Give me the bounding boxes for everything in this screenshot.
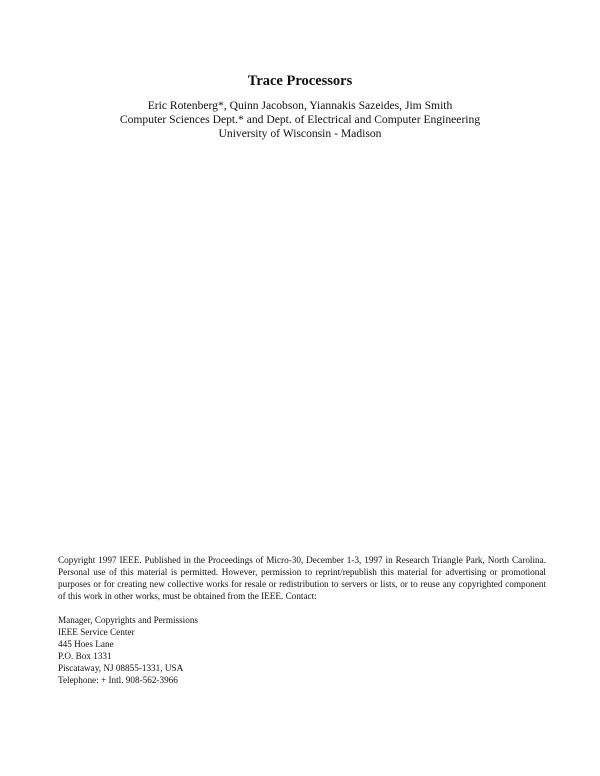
copyright-notice: Copyright 1997 IEEE. Published in the Proceedings of Micro-30, December 1-3, 1997 in Research Triangle Park, North Carolina. Personal use of this material is permitted. However, permission to reprint/republish this material for advertising or promotional purposes or for creating new collective works for resale or redistribution to servers or lists, or to reuse any copyrighted component of this work in other works, must be obtained from the IEEE. Contact:: [58, 555, 546, 601]
contact-line: IEEE Service Center: [58, 626, 135, 637]
contact-line: 445 Hoes Lane: [58, 638, 114, 649]
contact-line: Piscataway, NJ 08855-1331, USA: [58, 662, 184, 673]
contact-line: P.O. Box 1331: [58, 650, 112, 661]
contact-line: Telephone: + Intl. 908-562-3966: [58, 674, 178, 685]
contact-address-block: [58, 615, 358, 686]
author-block: [0, 99, 600, 142]
author-list: Eric Rotenberg*, Quinn Jacobson, Yiannakis Sazeides, Jim Smith: [147, 99, 453, 112]
contact-line: Manager, Copyrights and Permissions: [58, 615, 198, 625]
paper-title: Trace Processors: [247, 73, 353, 89]
affiliation-university: University of Wisconsin - Madison: [218, 127, 382, 141]
affiliation-departments: Computer Sciences Dept.* and Dept. of Electrical and Computer Engineering: [119, 113, 481, 127]
